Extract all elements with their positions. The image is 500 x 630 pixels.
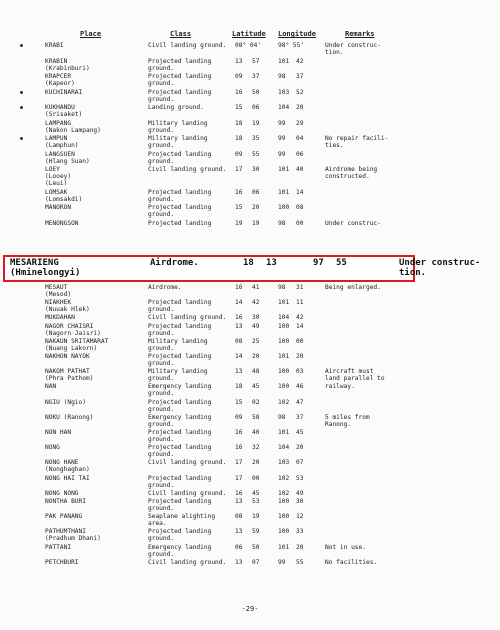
lon-min-cell: 37 <box>296 73 304 80</box>
highlight-lon-deg: 97 <box>313 258 324 268</box>
class-cell: ground. <box>148 344 175 352</box>
class-cell: Civil landing ground. <box>148 489 227 497</box>
lon-min-cell: 33 <box>296 528 304 536</box>
place-cell: LAMPANG <box>45 119 72 127</box>
place-cell: (Krabinburi) <box>45 64 90 72</box>
class-cell: ground. <box>148 420 175 428</box>
lon-min-cell: 52 <box>296 88 304 96</box>
lat-deg-cell: 15 <box>235 104 243 111</box>
lon-min-cell: 07 <box>296 459 304 467</box>
place-cell: (Leui) <box>45 180 68 187</box>
lon-deg-cell: 98 <box>278 73 286 80</box>
remarks-cell: constructed. <box>325 173 370 180</box>
class-cell: ground. <box>148 157 175 165</box>
remarks-cell: Airdrome being <box>325 166 378 173</box>
lat-deg-cell: 16 <box>235 429 243 436</box>
lon-min-cell: 08 <box>296 204 304 211</box>
lon-deg-cell: 100 <box>278 498 290 505</box>
lat-min-cell: 37 <box>252 73 260 80</box>
lat-deg-cell: 09 <box>235 150 243 158</box>
highlight-lat-min: 13 <box>266 258 277 268</box>
margin-dot-mark <box>20 106 23 109</box>
lat-deg-cell: 06 <box>235 543 243 551</box>
lon-deg-cell: 100 <box>278 383 290 391</box>
class-cell: ground. <box>148 80 175 87</box>
remarks-cell: Aircraft must <box>325 368 374 376</box>
lat-deg-cell: 16 <box>235 314 243 322</box>
class-cell: ground. <box>148 505 175 512</box>
class-cell: ground. <box>148 535 175 543</box>
class-cell: Projected landing <box>148 219 212 227</box>
lat-min-cell: 20 <box>252 204 260 211</box>
lon-min-cell: 20 <box>296 353 304 360</box>
lon-deg-cell: 101 <box>278 188 290 196</box>
lat-min-cell: 00 <box>252 474 260 482</box>
class-cell: Landing ground. <box>148 104 204 111</box>
lon-min-cell: 00 <box>296 337 304 345</box>
lon-min-cell: 46 <box>296 383 304 391</box>
place-cell: KRABI <box>45 42 64 49</box>
lon-min-cell: 42 <box>296 57 304 65</box>
remarks-cell: land parallel to <box>325 375 385 383</box>
lat-min-cell: 30 <box>252 166 260 173</box>
highlight-class: Airdrome. <box>150 258 199 268</box>
place-cell: KUCHINARAI <box>45 88 83 96</box>
lat-deg-cell: 16 <box>235 444 243 452</box>
class-cell: ground. <box>148 390 175 398</box>
lon-min-cell: 12 <box>296 513 304 521</box>
lon-min-cell: 42 <box>296 314 304 322</box>
class-cell: ground. <box>148 142 175 149</box>
place-cell: PATTANI <box>45 543 72 551</box>
place-cell: NON HAN <box>45 429 72 436</box>
place-cell: MESAUT <box>45 284 68 291</box>
class-cell: Projected landing <box>148 73 212 80</box>
lon-deg-cell: 101 <box>278 543 290 551</box>
class-cell: Projected landing <box>148 353 212 360</box>
lat-deg-cell: 16 <box>235 88 243 96</box>
lat-min-cell: 57 <box>252 57 260 65</box>
lat-deg-cell: 13 <box>235 528 243 536</box>
lat-min-cell: 49 <box>252 322 260 330</box>
place-cell: (Lomsakdi) <box>45 195 83 203</box>
lon-deg-cell: 100 <box>278 528 290 536</box>
lat-deg-cell: 17 <box>235 459 243 467</box>
class-cell: Emergency landing <box>148 383 212 391</box>
lat-min-cell: 59 <box>252 528 260 536</box>
lon-deg-cell: 102 <box>278 489 290 497</box>
lon-deg-cell: 104 <box>278 104 290 111</box>
lat-deg-cell: 13 <box>235 57 243 65</box>
lat-deg-cell: 13 <box>235 558 243 566</box>
lon-min-cell: 03 <box>296 368 304 376</box>
remarks-cell: Being enlarged. <box>325 284 381 291</box>
lat-deg-cell: 18 <box>235 383 243 391</box>
place-cell: PAK PANANG <box>45 513 83 521</box>
highlight-remarks-2: tion. <box>399 268 427 278</box>
lat-deg-cell: 13 <box>235 368 243 376</box>
class-cell: Projected landing <box>148 299 212 307</box>
lon-min-cell: 20 <box>296 104 304 111</box>
lon-min-cell: 29 <box>296 119 304 127</box>
lon-deg-cell: 104 <box>278 444 290 452</box>
lat-min-cell: 19 <box>252 219 260 227</box>
margin-dot-mark <box>20 91 23 94</box>
lon-deg-cell: 101 <box>278 166 290 173</box>
place-cell: (Srisaket) <box>45 111 83 118</box>
highlight-place: MESARIENG <box>10 258 59 268</box>
lat-deg-cell: 08° 04' <box>235 42 262 49</box>
class-cell: Projected landing <box>148 88 212 96</box>
place-cell: (Lamphun) <box>45 142 79 149</box>
lon-min-cell: 40 <box>296 166 304 173</box>
place-cell: NGIU (Ngio) <box>45 398 86 406</box>
lat-deg-cell: 18 <box>235 135 243 142</box>
place-cell: PATHUMTHANI <box>45 528 86 536</box>
place-cell: KRAPCER <box>45 73 72 80</box>
lat-min-cell: 32 <box>252 444 260 452</box>
header-remarks: Remarks <box>345 30 375 38</box>
place-cell: NAKAUN SRITAMARAT <box>45 337 109 345</box>
class-cell: ground. <box>148 481 175 489</box>
class-cell: ground. <box>148 95 175 103</box>
lon-min-cell: 47 <box>296 398 304 406</box>
class-cell: Airdrome. <box>148 284 182 291</box>
place-cell: (Nagorn Jaisri) <box>45 329 101 337</box>
lon-min-cell: 04 <box>296 135 304 142</box>
place-cell: (Kapeor) <box>45 80 75 87</box>
header-place: Place <box>80 30 102 38</box>
lat-deg-cell: 16 <box>235 284 243 291</box>
lat-deg-cell: 13 <box>235 322 243 330</box>
lon-min-cell: 20 <box>296 543 304 551</box>
place-cell: NAGOR CHAISRI <box>45 322 94 330</box>
lon-min-cell: 53 <box>296 474 304 482</box>
class-cell: ground. <box>148 126 175 134</box>
place-cell: NAKOM PATHAT <box>45 368 90 376</box>
lat-min-cell: 06 <box>252 104 260 111</box>
lat-min-cell: 07 <box>252 558 260 566</box>
lat-deg-cell: 09 <box>235 73 243 80</box>
header-latitude: Latitude <box>232 30 266 38</box>
lon-min-cell: 06 <box>296 150 304 158</box>
class-cell: Military landing <box>148 368 208 376</box>
lat-min-cell: 06 <box>252 188 260 196</box>
lon-min-cell: 45 <box>296 429 304 436</box>
lon-deg-cell: 103 <box>278 459 290 467</box>
class-cell: Projected landing <box>148 188 212 196</box>
place-cell: LOEY <box>45 166 60 173</box>
remarks-cell: ties. <box>325 142 344 149</box>
lat-min-cell: 02 <box>252 398 260 406</box>
class-cell: Projected landing <box>148 474 212 482</box>
lon-deg-cell: 99 <box>278 119 286 127</box>
lon-deg-cell: 103 <box>278 88 290 96</box>
place-cell: LAMPUN <box>45 135 68 142</box>
lon-deg-cell: 101 <box>278 57 290 65</box>
lon-deg-cell: 100 <box>278 337 290 345</box>
lon-min-cell: 55 <box>296 558 304 566</box>
class-cell: Projected landing <box>148 57 212 65</box>
lon-deg-cell: 101 <box>278 299 290 307</box>
lat-min-cell: 48 <box>252 368 260 376</box>
place-cell: MENONGSON <box>45 219 79 227</box>
place-cell: LANGSUEN <box>45 150 75 158</box>
class-cell: ground. <box>148 211 175 218</box>
place-cell: (Hlang Suan) <box>45 157 90 165</box>
highlight-lon-min: 55 <box>336 258 347 268</box>
place-cell: NONG HAI TAI <box>45 474 90 482</box>
lat-min-cell: 20 <box>252 353 260 360</box>
lat-min-cell: 45 <box>252 489 260 497</box>
place-cell: (Nuuak Hlek) <box>45 306 90 314</box>
highlight-lat-deg: 18 <box>243 258 254 268</box>
lat-min-cell: 19 <box>252 119 260 127</box>
lat-deg-cell: 14 <box>235 353 243 360</box>
place-cell: NAN <box>45 383 57 391</box>
lat-deg-cell: 19 <box>235 219 243 227</box>
lon-deg-cell: 101 <box>278 353 290 360</box>
lon-min-cell: 14 <box>296 322 304 330</box>
lat-min-cell: 19 <box>252 513 260 521</box>
place-cell: (Looey) <box>45 173 72 180</box>
lon-deg-cell: 102 <box>278 474 290 482</box>
lon-deg-cell: 100 <box>278 368 290 376</box>
lat-min-cell: 50 <box>252 543 260 551</box>
lon-min-cell: 37 <box>296 413 304 421</box>
place-cell: KRABIN <box>45 57 68 65</box>
margin-dot-mark <box>20 44 23 47</box>
class-cell: Civil landing ground. <box>148 166 227 173</box>
lon-min-cell: 14 <box>296 188 304 196</box>
lat-deg-cell: 17 <box>235 166 243 173</box>
lat-min-cell: 41 <box>252 284 260 291</box>
place-cell: (Pradhum Dhani) <box>45 535 101 543</box>
lat-min-cell: 35 <box>252 135 260 142</box>
lon-min-cell: 00 <box>296 219 304 227</box>
place-cell: (Nakon Lampang) <box>45 126 101 134</box>
place-cell: (Mesod) <box>45 291 72 298</box>
class-cell: Emergency landing <box>148 543 212 551</box>
lat-deg-cell: 13 <box>235 498 243 505</box>
place-cell: (Phra Pathom) <box>45 375 94 383</box>
class-cell: ground. <box>148 329 175 337</box>
place-cell: (Nuang Lakorn) <box>45 344 98 352</box>
class-cell: Emergency landing <box>148 413 212 421</box>
place-cell: LOMSAK <box>45 188 68 196</box>
class-cell: Projected landing <box>148 444 212 452</box>
lon-deg-cell: 100 <box>278 513 290 521</box>
lon-deg-cell: 104 <box>278 314 290 322</box>
class-cell: Projected landing <box>148 322 212 330</box>
class-cell: Civil landing ground. <box>148 42 227 49</box>
place-cell: NONG NONG <box>45 489 79 497</box>
lon-min-cell: 20 <box>296 444 304 452</box>
lon-min-cell: 31 <box>296 284 304 291</box>
place-cell: NIAKHEK <box>45 299 72 307</box>
class-cell: Projected landing <box>148 429 212 436</box>
class-cell: Civil landing ground. <box>148 459 227 467</box>
lon-deg-cell: 98 <box>278 413 286 421</box>
lat-min-cell: 50 <box>252 88 260 96</box>
place-cell: NONG <box>45 444 60 452</box>
class-cell: Projected landing <box>148 204 212 211</box>
lat-min-cell: 40 <box>252 429 260 436</box>
lat-min-cell: 42 <box>252 299 260 307</box>
lat-deg-cell: 18 <box>235 119 243 127</box>
remarks-cell: Under construc- <box>325 219 381 227</box>
class-cell: Projected landing <box>148 498 212 505</box>
page-number: -29- <box>241 605 259 613</box>
place-cell: NAKHON NAYOK <box>45 353 90 360</box>
lat-min-cell: 45 <box>252 383 260 391</box>
class-cell: area. <box>148 520 167 528</box>
lon-deg-cell: 99 <box>278 135 286 142</box>
class-cell: ground. <box>148 550 175 558</box>
lat-deg-cell: 16 <box>235 489 243 497</box>
lon-deg-cell: 101 <box>278 429 290 436</box>
header-longitude: Longitude <box>278 30 316 38</box>
margin-dot-mark <box>20 137 23 140</box>
lon-deg-cell: 98° 55' <box>278 42 305 49</box>
lat-deg-cell: 08 <box>235 337 243 345</box>
highlight-place-alt: (Hminelongyi) <box>10 268 81 278</box>
class-cell: ground. <box>148 436 175 443</box>
lat-min-cell: 25 <box>252 337 260 345</box>
lon-min-cell: 11 <box>296 299 304 307</box>
class-cell: Civil landing ground. <box>148 558 227 566</box>
class-cell: ground. <box>148 451 175 459</box>
lat-deg-cell: 16 <box>235 188 243 196</box>
lon-min-cell: 49 <box>296 489 304 497</box>
class-cell: Seaplane alighting <box>148 513 216 521</box>
lat-min-cell: 30 <box>252 314 260 322</box>
class-cell: Projected landing <box>148 150 212 158</box>
lon-deg-cell: 98 <box>278 284 286 291</box>
place-cell: (Nonghaghan) <box>45 466 90 474</box>
lat-deg-cell: 14 <box>235 299 243 307</box>
remarks-cell: No facilities. <box>325 558 378 566</box>
class-cell: Military landing <box>148 135 208 142</box>
lon-deg-cell: 102 <box>278 398 290 406</box>
lon-deg-cell: 100 <box>278 322 290 330</box>
header-class: Class <box>170 30 192 38</box>
class-cell: Projected landing <box>148 398 212 406</box>
class-cell: Military landing <box>148 119 208 127</box>
place-cell: NONTHA BURI <box>45 498 86 505</box>
remarks-cell: 5 miles from <box>325 413 370 421</box>
lat-deg-cell: 08 <box>235 513 243 521</box>
remarks-cell: railway. <box>325 383 355 391</box>
lon-deg-cell: 99 <box>278 150 286 158</box>
class-cell: ground. <box>148 375 175 383</box>
remarks-cell: tion. <box>325 49 344 56</box>
highlight-remarks-1: Under construc- <box>399 258 481 268</box>
lat-deg-cell: 17 <box>235 474 243 482</box>
remarks-cell: No repair facili- <box>325 135 389 142</box>
class-cell: ground. <box>148 195 175 203</box>
lon-deg-cell: 100 <box>278 204 290 211</box>
lat-min-cell: 55 <box>252 150 260 158</box>
lat-deg-cell: 09 <box>235 413 243 421</box>
place-cell: MUKDAHAN <box>45 314 75 322</box>
class-cell: ground. <box>148 405 175 413</box>
place-cell: NOKU (Ranong) <box>45 413 94 421</box>
class-cell: Civil landing ground. <box>148 314 227 322</box>
place-cell: NONG HANE <box>45 459 79 467</box>
class-cell: ground. <box>148 306 175 314</box>
lat-deg-cell: 15 <box>235 204 243 211</box>
remarks-cell: Not in use. <box>325 543 366 551</box>
class-cell: Military landing <box>148 337 208 345</box>
lat-deg-cell: 15 <box>235 398 243 406</box>
lon-deg-cell: 98 <box>278 219 286 227</box>
lat-min-cell: 58 <box>252 413 260 421</box>
lat-min-cell: 53 <box>252 498 260 505</box>
remarks-cell: Under construc- <box>325 42 381 49</box>
place-cell: PETCHBURI <box>45 558 79 566</box>
class-cell: Projected landing <box>148 528 212 536</box>
lat-min-cell: 20 <box>252 459 260 467</box>
lon-deg-cell: 99 <box>278 558 286 566</box>
place-cell: MANORON <box>45 204 72 211</box>
class-cell: ground. <box>148 360 175 367</box>
remarks-cell: Ranong. <box>325 420 352 428</box>
class-cell: ground. <box>148 64 175 72</box>
lon-min-cell: 30 <box>296 498 304 505</box>
place-cell: KUKHANDU <box>45 104 75 111</box>
